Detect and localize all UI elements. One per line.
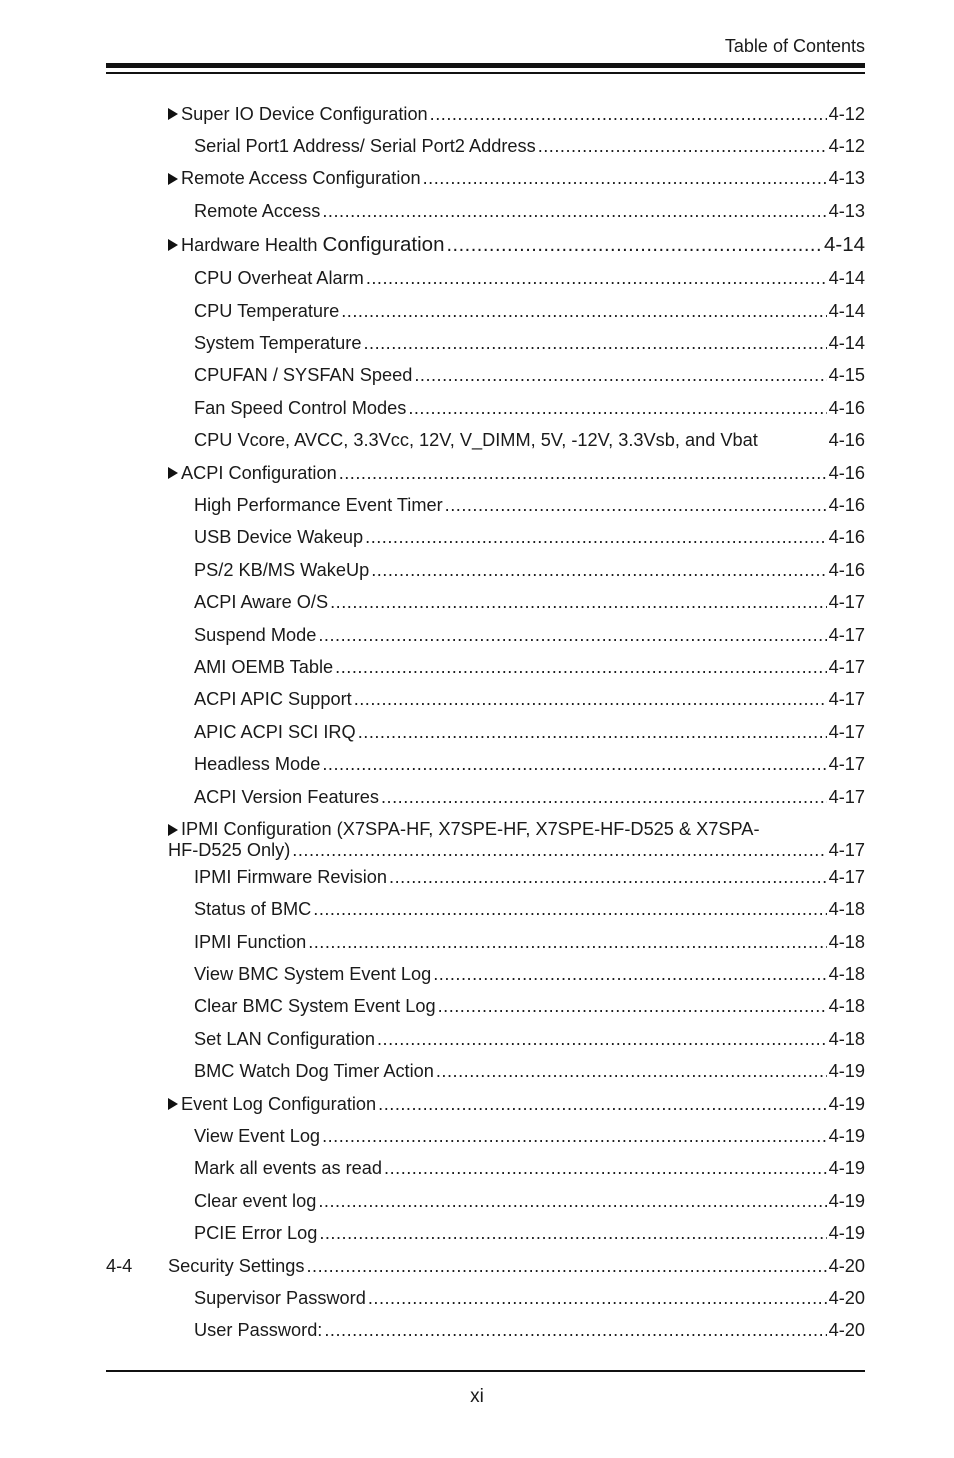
- leader-dots: [318, 625, 826, 646]
- page-ref: 4-18: [828, 899, 865, 920]
- toc-entry-hpet[interactable]: High Performance Event Timer ..... 4-16: [106, 489, 865, 521]
- table-of-contents: [106, 98, 865, 1347]
- page-ref: 4-20: [828, 1255, 865, 1276]
- toc-entry-usb-wakeup[interactable]: USB Device Wakeup ..... 4-16: [106, 522, 865, 554]
- leader-dots: [368, 1288, 827, 1309]
- leader-dots: [318, 1191, 826, 1212]
- page-ref: 4-17: [828, 592, 865, 613]
- page-ref: 4-18: [828, 931, 865, 952]
- toc-entry-cpu-overheat[interactable]: CPU Overheat Alarm ..... 4-14: [106, 263, 865, 295]
- page-ref: 4-16: [828, 430, 865, 451]
- page-ref: 4-17: [828, 721, 865, 742]
- toc-entry-remote-access[interactable]: Remote Access ..... 4-13: [106, 195, 865, 227]
- page-ref: 4-20: [828, 1320, 865, 1341]
- leader-dots: [363, 333, 826, 354]
- toc-entry-clear-event-log[interactable]: Clear event log ..... 4-19: [106, 1185, 865, 1217]
- toc-entry-cpufan[interactable]: CPUFAN / SYSFAN Speed ..... 4-15: [106, 360, 865, 392]
- toc-entry-super-io[interactable]: Super IO Device Configuration ..... 4-12: [106, 98, 865, 130]
- page-ref: 4-17: [828, 840, 865, 861]
- toc-entry-hw-health[interactable]: Hardware Health Configuration ..... 4-14: [106, 228, 865, 263]
- page-ref: 4-12: [828, 136, 865, 157]
- leader-dots: [365, 527, 826, 548]
- leader-dots: [381, 787, 827, 808]
- toc-entry-apic-sci[interactable]: APIC ACPI SCI IRQ ..... 4-17: [106, 716, 865, 748]
- leader-dots: [308, 932, 826, 953]
- leader-dots: [358, 722, 827, 743]
- leader-dots: [423, 168, 827, 189]
- page-ref: 4-19: [828, 1223, 865, 1244]
- toc-entry-ipmi-function[interactable]: IPMI Function ..... 4-18: [106, 926, 865, 958]
- leader-dots: [319, 1223, 826, 1244]
- leader-dots: [389, 867, 827, 888]
- leader-dots: [339, 463, 827, 484]
- toc-entry-user-pw[interactable]: User Password: ..... 4-20: [106, 1315, 865, 1347]
- leader-dots: [436, 1061, 827, 1082]
- leader-dots: [378, 1094, 826, 1115]
- leader-dots: [341, 301, 826, 322]
- toc-entry-remote-access-config[interactable]: Remote Access Configuration ..... 4-13: [106, 163, 865, 195]
- leader-dots: [324, 1320, 826, 1341]
- leader-dots: [414, 365, 826, 386]
- triangle-bullet-icon: [168, 1098, 178, 1110]
- section-number: 4-4: [106, 1255, 133, 1276]
- toc-entry-supervisor-pw[interactable]: Supervisor Password ..... 4-20: [106, 1282, 865, 1314]
- toc-entry-pcie-error[interactable]: PCIE Error Log ..... 4-19: [106, 1218, 865, 1250]
- page-ref: 4-18: [828, 1028, 865, 1049]
- page-ref: 4-16: [828, 527, 865, 548]
- header-rule-thick: [106, 63, 865, 68]
- leader-dots: [430, 104, 827, 125]
- leader-dots: [313, 899, 826, 920]
- leader-dots: [322, 1126, 827, 1147]
- page-ref: 4-17: [828, 656, 865, 677]
- toc-entry-clear-bmc-log[interactable]: Clear BMC System Event Log ..... 4-18: [106, 991, 865, 1023]
- leader-dots: [306, 1256, 826, 1277]
- toc-entry-ami-oemb[interactable]: AMI OEMB Table ..... 4-17: [106, 651, 865, 683]
- toc-entry-ps2-wakeup[interactable]: PS/2 KB/MS WakeUp ..... 4-16: [106, 554, 865, 586]
- toc-entry-acpi-version[interactable]: ACPI Version Features ..... 4-17: [106, 781, 865, 813]
- leader-dots: [366, 268, 827, 289]
- footer-rule: [106, 1370, 865, 1372]
- page-ref: 4-17: [828, 866, 865, 887]
- triangle-bullet-icon: [168, 173, 178, 185]
- toc-entry-acpi-apic[interactable]: ACPI APIC Support ..... 4-17: [106, 684, 865, 716]
- leader-dots: [438, 996, 827, 1017]
- toc-entry-security[interactable]: 4-4 Security Settings ..... 4-20: [106, 1250, 865, 1282]
- toc-entry-suspend-mode[interactable]: Suspend Mode ..... 4-17: [106, 619, 865, 651]
- toc-entry-bmc-status[interactable]: Status of BMC ..... 4-18: [106, 894, 865, 926]
- toc-entry-event-log-config[interactable]: Event Log Configuration ..... 4-19: [106, 1088, 865, 1120]
- page-ref: 4-12: [828, 103, 865, 124]
- toc-entry-fan-modes[interactable]: Fan Speed Control Modes ..... 4-16: [106, 392, 865, 424]
- leader-dots: [384, 1158, 827, 1179]
- leader-dots: [292, 840, 826, 861]
- page-ref: 4-16: [828, 462, 865, 483]
- leader-dots: [322, 754, 826, 775]
- page-ref: 4-16: [828, 397, 865, 418]
- toc-entry-headless[interactable]: Headless Mode ..... 4-17: [106, 748, 865, 780]
- page-ref: 4-18: [828, 964, 865, 985]
- page-ref: 4-14: [823, 233, 865, 257]
- page-number: xi: [470, 1386, 484, 1407]
- leader-dots: [371, 560, 826, 581]
- page-ref: 4-19: [828, 1190, 865, 1211]
- page-ref: 4-15: [828, 365, 865, 386]
- toc-entry-view-event-log[interactable]: View Event Log ..... 4-19: [106, 1120, 865, 1152]
- header-rule-thin: [106, 72, 865, 74]
- page-ref: 4-16: [828, 559, 865, 580]
- page-ref: 4-19: [828, 1093, 865, 1114]
- leader-dots: [377, 1029, 827, 1050]
- toc-entry-set-lan[interactable]: Set LAN Configuration ..... 4-18: [106, 1023, 865, 1055]
- page-ref: 4-18: [828, 996, 865, 1017]
- toc-entry-bmc-watchdog[interactable]: BMC Watch Dog Timer Action ..... 4-19: [106, 1056, 865, 1088]
- toc-entry-acpi-aware[interactable]: ACPI Aware O/S ..... 4-17: [106, 586, 865, 618]
- page-ref: 4-17: [828, 624, 865, 645]
- leader-dots: [335, 657, 826, 678]
- toc-entry-view-bmc-log[interactable]: View BMC System Event Log ..... 4-18: [106, 958, 865, 990]
- page-ref: 4-13: [828, 200, 865, 221]
- page-ref: 4-14: [828, 333, 865, 354]
- page-ref: 4-17: [828, 754, 865, 775]
- page-ref: 4-14: [828, 268, 865, 289]
- leader-dots: [538, 136, 827, 157]
- triangle-bullet-icon: [168, 239, 178, 251]
- leader-dots: [445, 495, 827, 516]
- triangle-bullet-icon: [168, 824, 178, 836]
- leader-dots: [330, 592, 826, 613]
- page-ref: 4-19: [828, 1126, 865, 1147]
- toc-entry-acpi-config[interactable]: ACPI Configuration ..... 4-16: [106, 457, 865, 489]
- page-ref: 4-17: [828, 689, 865, 710]
- page-ref: 4-20: [828, 1287, 865, 1308]
- page-ref: 4-19: [828, 1061, 865, 1082]
- toc-entry-serial-port[interactable]: Serial Port1 Address/ Serial Port2 Address ..... 4-12: [106, 130, 865, 162]
- triangle-bullet-icon: [168, 467, 178, 479]
- toc-entry-ipmi-config[interactable]: IPMI Configuration (X7SPA-HF, X7SPE-HF, X7SPE-HF-D525 & X7SPA- HF-D525 Only) ..... 4-17: [106, 813, 865, 861]
- running-header: Table of Contents: [724, 36, 865, 56]
- leader-dots: [354, 689, 827, 710]
- page-ref: 4-14: [828, 300, 865, 321]
- leader-dots: [408, 398, 826, 419]
- page-ref: 4-16: [828, 494, 865, 515]
- toc-entry-system-temp[interactable]: System Temperature ..... 4-14: [106, 327, 865, 359]
- page-ref: 4-17: [828, 786, 865, 807]
- toc-entry-cpu-temp[interactable]: CPU Temperature ..... 4-14: [106, 295, 865, 327]
- toc-entry-mark-read[interactable]: Mark all events as read ..... 4-19: [106, 1153, 865, 1185]
- triangle-bullet-icon: [168, 108, 178, 120]
- leader-dots: [446, 234, 821, 257]
- toc-entry-cpu-vcore[interactable]: CPU Vcore, AVCC, 3.3Vcc, 12V, V_DIMM, 5V, -12V, 3.3Vsb, and Vbat 4-16: [194, 430, 865, 451]
- page-ref: 4-13: [828, 168, 865, 189]
- toc-entry-ipmi-fw[interactable]: IPMI Firmware Revision ..... 4-17: [106, 861, 865, 893]
- leader-dots: [433, 964, 826, 985]
- page-ref: 4-19: [828, 1158, 865, 1179]
- leader-dots: [322, 201, 826, 222]
